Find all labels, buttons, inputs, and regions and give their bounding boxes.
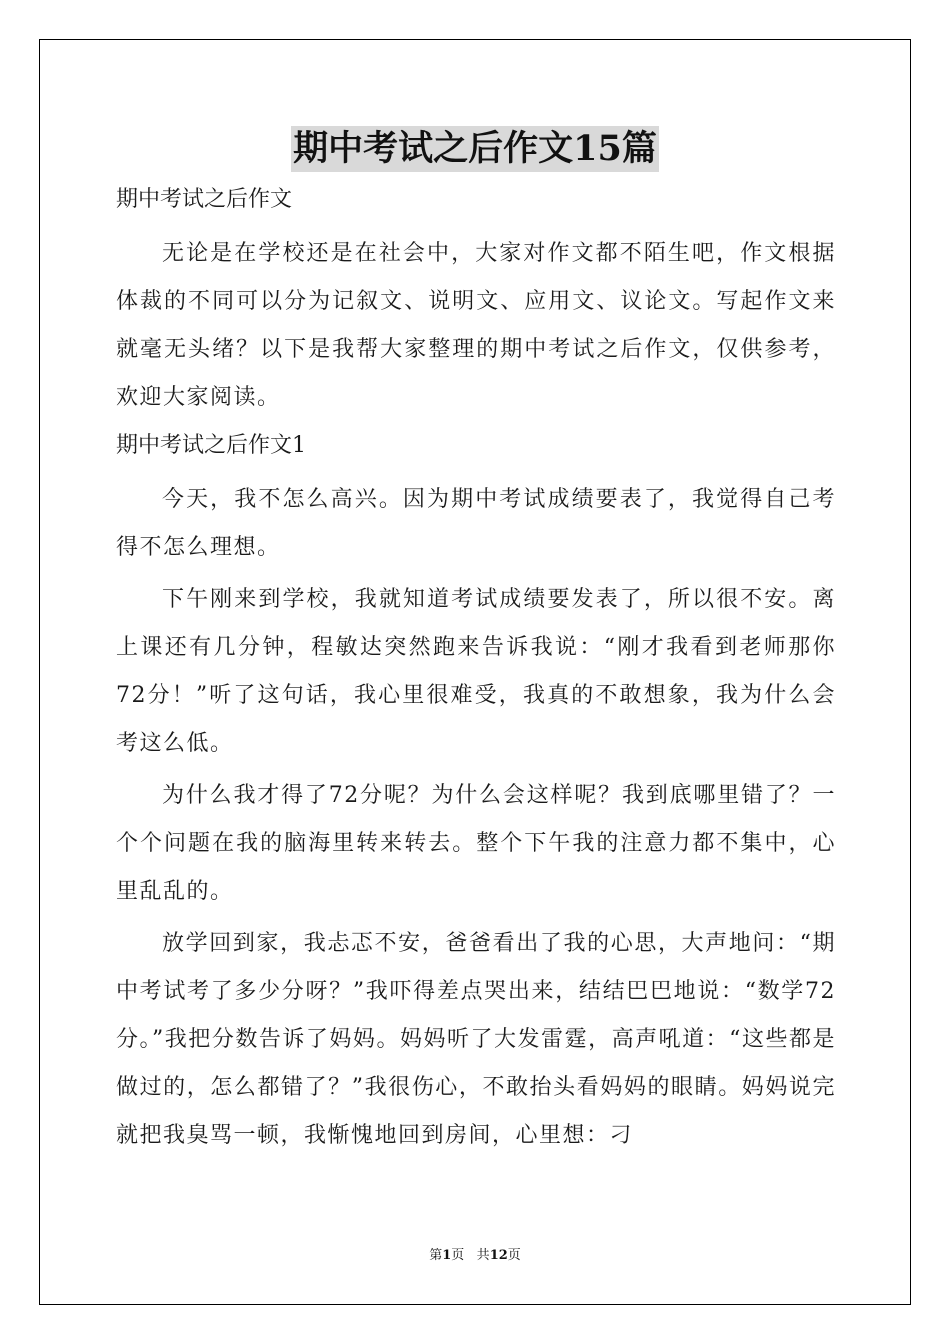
intro-paragraph: 无论是在学校还是在社会中，大家对作文都不陌生吧，作文根据体裁的不同可以分为记叙文、说明文、应用文、议论文。写起作文来就毫无头绪？以下是我帮大家整理的期中考试之后作文，仅供参考，欢迎大家阅读。 bbox=[116, 241, 836, 410]
total-prefix: 共 bbox=[476, 1248, 490, 1263]
essay-1-paragraph: 放学回到家，我忐忑不安，爸爸看出了我的心思，大声地问：“期中考试考了多少分呀？”我吓得差点哭出来，结结巴巴地说：“数学72分。”我把分数告诉了妈妈。妈妈听了大发雷霆，高声吼道：“这些都是做过的，怎么都错了？”我很伤心，不敢抬头看妈妈的眼睛。妈妈说完就把我臭骂一顿，我惭愧地回到房间，心里想：刁 bbox=[116, 931, 836, 1148]
essay-1-paragraph: 下午刚来到学校，我就知道考试成绩要发表了，所以很不安。离上课还有几分钟，程敏达突然跑来告诉我说：“刚才我看到老师那你72分！”听了这句话，我心里很难受，我真的不敢想象，我为什么会考这么低。 bbox=[116, 587, 836, 756]
essay-1-paragraph: 为什么我才得了72分呢？为什么会这样呢？我到底哪里错了？一个个问题在我的脑海里转来转去。整个下午我的注意力都不集中，心里乱乱的。 bbox=[116, 783, 836, 904]
current-page-number: 1 bbox=[442, 1248, 452, 1263]
document-title-wrap bbox=[0, 126, 950, 172]
intro-heading: 期中考试之后作文 bbox=[116, 187, 293, 212]
page-prefix: 第 bbox=[429, 1248, 443, 1263]
page-footer bbox=[0, 1244, 950, 1263]
total-suffix: 页 bbox=[507, 1248, 521, 1263]
document-body bbox=[116, 180, 836, 1164]
page-suffix: 页 bbox=[451, 1248, 465, 1263]
document-title: 期中考试之后作文15篇 bbox=[291, 126, 659, 172]
total-page-count: 12 bbox=[489, 1248, 508, 1263]
essay-1-paragraph: 今天，我不怎么高兴。因为期中考试成绩要表了，我觉得自己考得不怎么理想。 bbox=[116, 487, 836, 560]
essay-1-heading: 期中考试之后作文1 bbox=[116, 433, 306, 458]
